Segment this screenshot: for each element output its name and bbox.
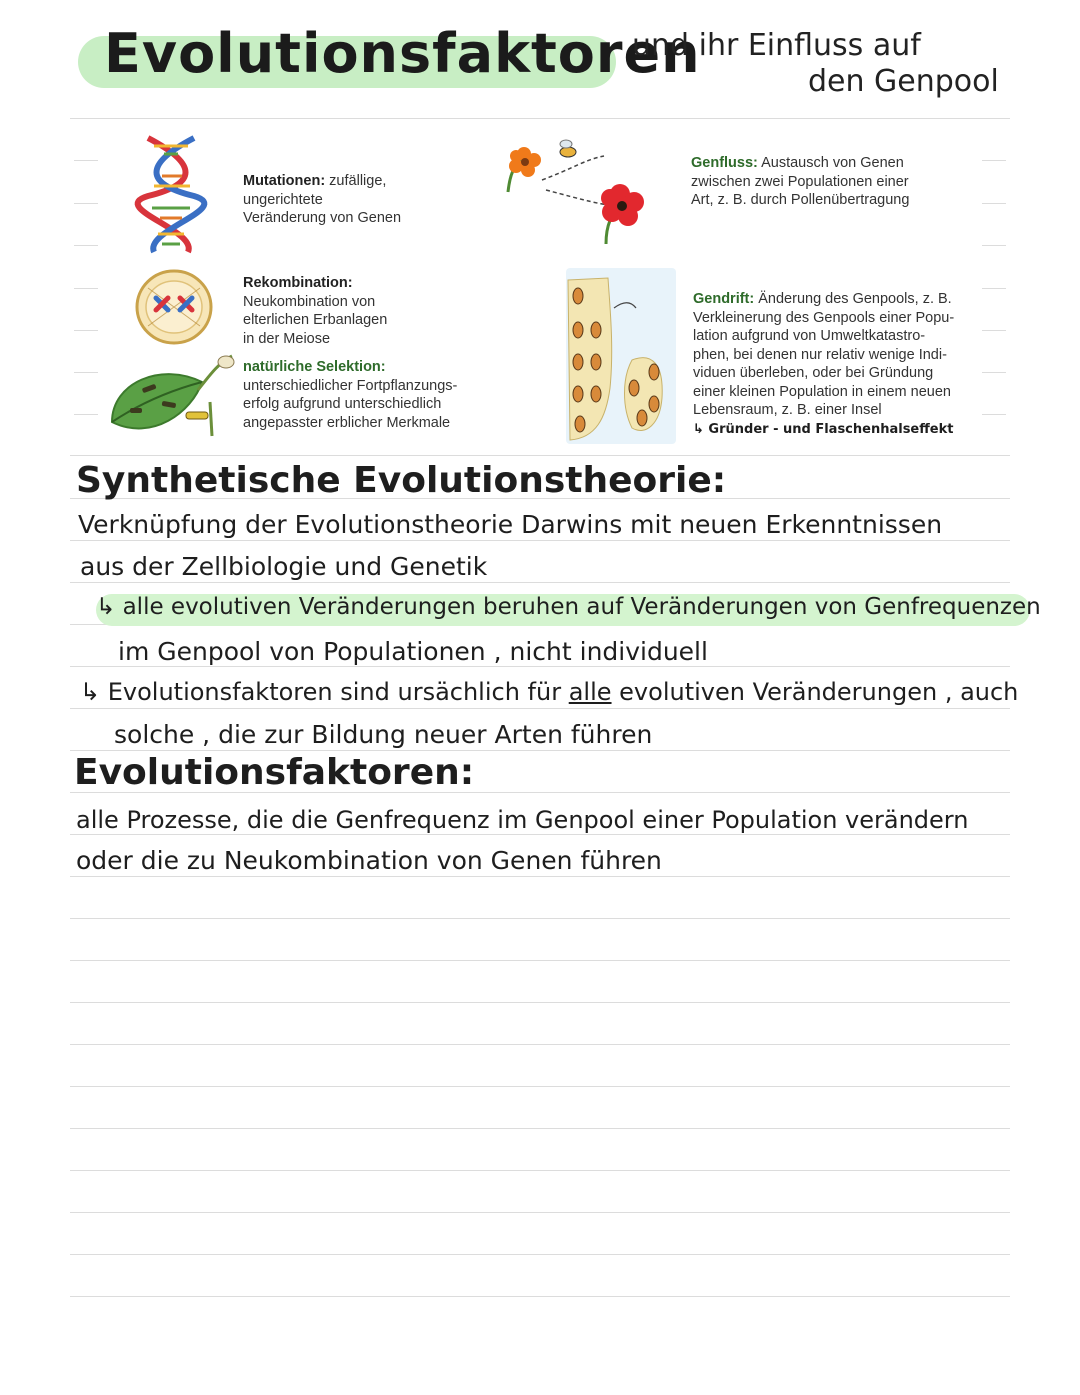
gendrift-text: Gendrift: Änderung des Genpools, z. B. Verkleinerung des Genpools einer Popu- lation aufgrund von Umweltkatastro- phen, bei denen nur relativ wenige Indi- viduen überleben, oder bei Gründung einer kleinen Population in einem neuen Lebensraum, z. B. einer Insel ↳ Gründer - und Flaschenhalseffekt — [693, 291, 955, 437]
faktoren-line-1: alle Prozesse, die die Genfrequenz im Genpool einer Population verändern — [76, 806, 969, 834]
genfluss-text: Genfluss: Austausch von Genen zwischen zwei Populationen einer Art, z. B. durch Pollenübertragung — [691, 155, 910, 208]
point-2-line-1: ↳ Evolutionsfaktoren sind ursächlich für alle evolutiven Veränderungen , auch — [80, 678, 1019, 706]
birds-island-icon — [566, 268, 676, 444]
faktoren-heading: Evolutionsfaktoren: — [74, 752, 475, 793]
synthetische-heading: Synthetische Evolutionstheorie: — [76, 460, 727, 501]
faktoren-line-2: oder die zu Neukombination von Genen führen — [76, 846, 662, 875]
mutation-label: Mutationen: — [243, 173, 326, 189]
point-2-line-2: solche , die zur Bildung neuer Arten führen — [114, 720, 653, 749]
page-title: Evolutionsfaktoren — [104, 22, 701, 85]
rekombination-label: Rekombination: — [243, 275, 353, 291]
mutation-text: Mutationen: zufällige, ungerichtete Veränderung von Genen — [243, 173, 402, 226]
subtitle-line-1: und ihr Einfluss auf — [632, 28, 921, 63]
dna-icon — [128, 134, 214, 256]
gendrift-label: Gendrift: — [693, 291, 755, 307]
rekombination-text: Rekombination: Neukombination von elterlichen Erbanlagen in der Meiose — [243, 275, 388, 347]
gendrift-note: ↳ Gründer - und Flaschenhalseffekt — [693, 421, 954, 437]
point-1-line-2: im Genpool von Populationen , nicht individuell — [118, 637, 708, 666]
synth-line-2: aus der Zellbiologie und Genetik — [80, 552, 488, 581]
caterpillar-leaf-icon — [102, 352, 238, 444]
subtitle-line-2: den Genpool — [808, 64, 999, 99]
selektion-text: natürliche Selektion: unterschiedlicher Fortpflanzungs- erfolg aufgrund unterschiedlich angepasster erblicher Merkmale — [243, 359, 458, 431]
page-subtitle — [632, 28, 1012, 100]
flower-bee-icon — [494, 134, 684, 246]
point-1-line-1: ↳ alle evolutiven Veränderungen beruhen auf Veränderungen von Genfrequenzen — [96, 594, 1041, 620]
synth-line-1: Verknüpfung der Evolutionstheorie Darwins mit neuen Erkenntnissen — [78, 510, 943, 539]
genfluss-label: Genfluss: — [691, 155, 758, 171]
cell-division-icon — [134, 268, 214, 346]
selektion-label: natürliche Selektion: — [243, 359, 386, 375]
